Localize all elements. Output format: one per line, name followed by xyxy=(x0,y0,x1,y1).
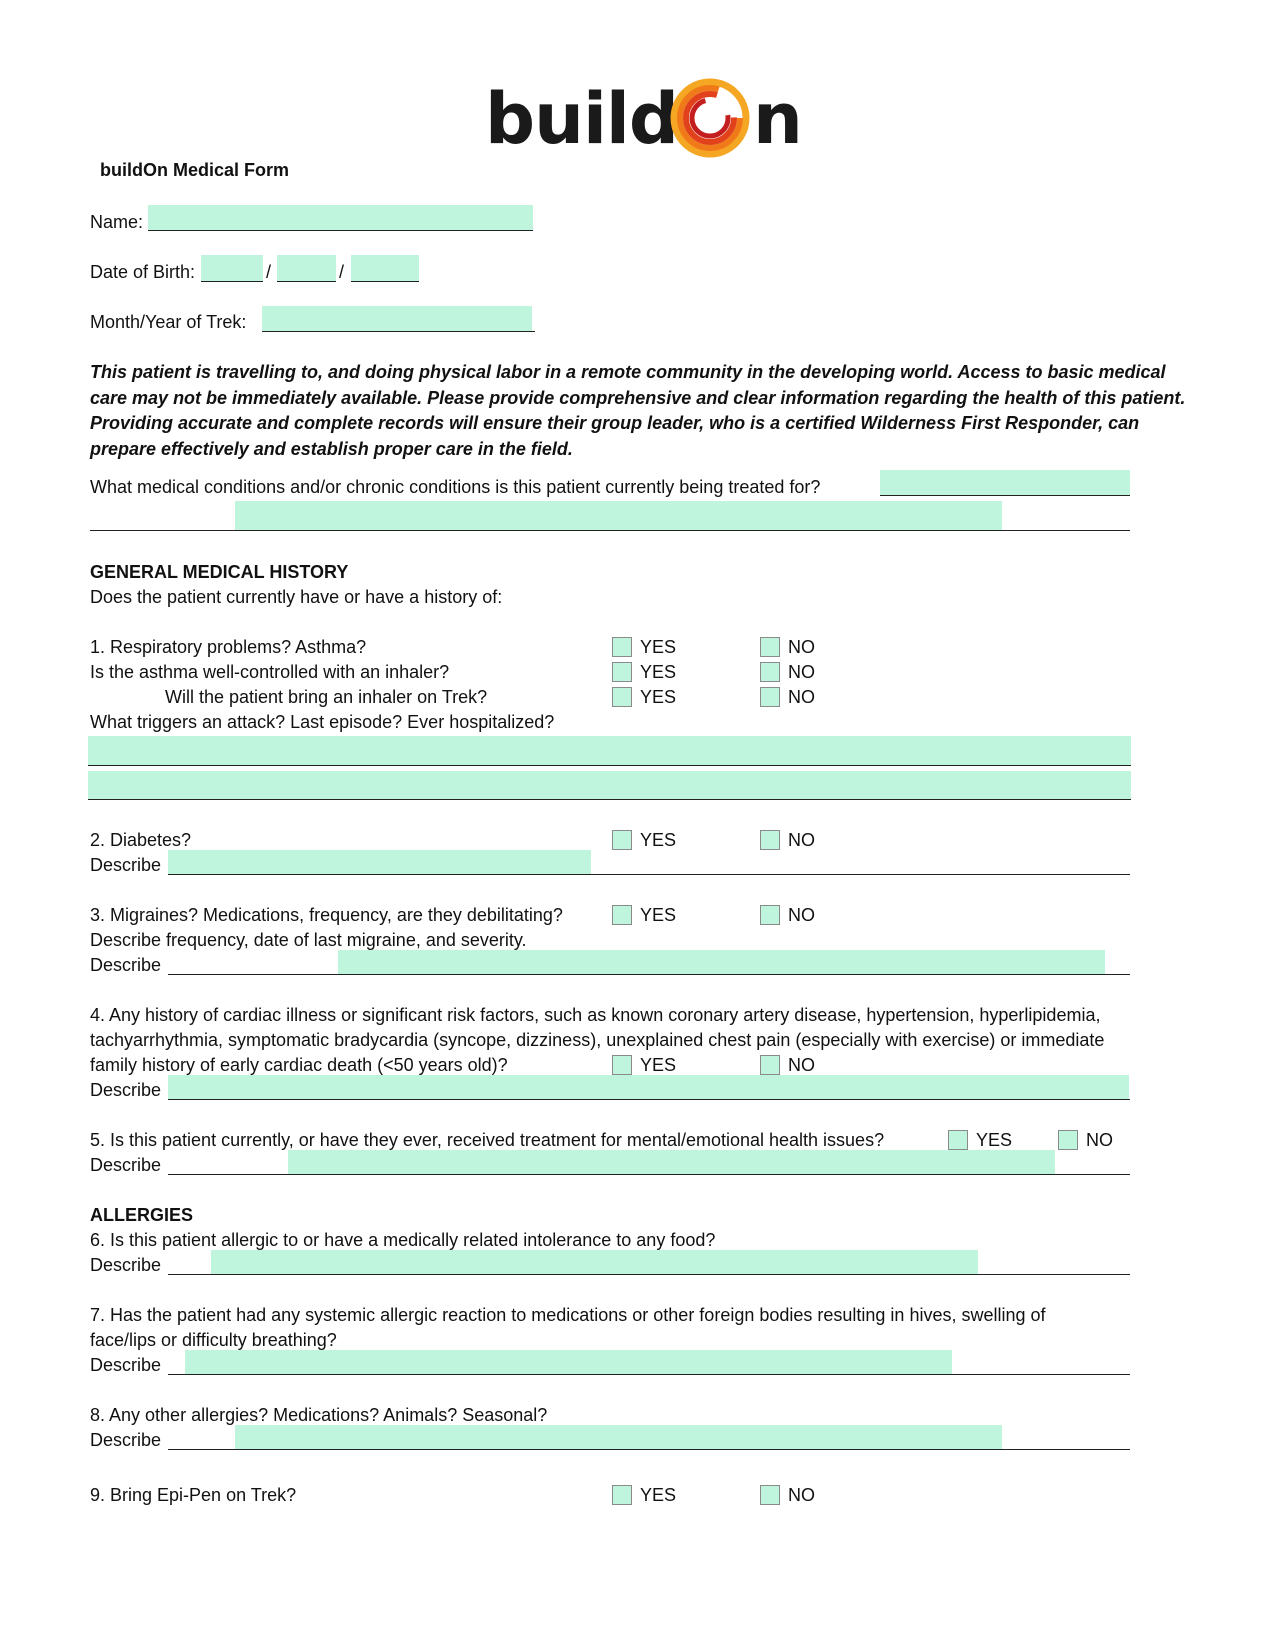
q5-no-label: NO xyxy=(1086,1130,1113,1150)
q4-cardiac-line3: family history of early cardiac death (<50 years old)? xyxy=(90,1055,508,1075)
q1b-yes-checkbox[interactable] xyxy=(612,662,632,682)
dob-year-underline xyxy=(351,281,419,282)
q5-yes-label: YES xyxy=(976,1130,1013,1150)
q8-describe-label: Describe xyxy=(90,1430,162,1450)
q1a-no-label: NO xyxy=(788,637,815,657)
dob-month-underline xyxy=(201,281,263,282)
q6-food-allergy: 6. Is this patient allergic to or have a medically related intolerance to any food? xyxy=(90,1230,716,1250)
q5-describe-label: Describe xyxy=(90,1155,162,1175)
q5-describe-input[interactable] xyxy=(288,1150,1055,1174)
q6-describe-underline xyxy=(168,1274,1130,1275)
dob-year-input[interactable] xyxy=(351,255,419,282)
dob-separator-2: / xyxy=(339,262,345,282)
q1-inhaler-control: Is the asthma well-controlled with an inhaler? xyxy=(90,662,450,682)
q7-describe-input[interactable] xyxy=(185,1350,952,1374)
conditions-question: What medical conditions and/or chronic conditions is this patient currently being treated for? xyxy=(90,477,821,497)
q7-describe-label: Describe xyxy=(90,1355,162,1375)
general-heading: GENERAL MEDICAL HISTORY xyxy=(90,562,349,582)
intro-paragraph: This patient is travelling to, and doing physical labor in a remote community in the developing world. Access to basic medical care may not be immediately available. Please provide comprehensive and clear information regarding the health of this patient. Providing accurate and complete records will ensure their group leader, who is a certified Wilderness First Responder, can prepare effectively and establish proper care in the field. xyxy=(90,362,1186,459)
logo-text-build: build xyxy=(485,78,679,160)
logo-text-n: n xyxy=(753,78,802,160)
q1c-no-checkbox[interactable] xyxy=(760,687,780,707)
q2-describe-input[interactable] xyxy=(168,850,591,874)
q3-migraines: 3. Migraines? Medications, frequency, are they debilitating? xyxy=(90,905,563,925)
q9-yes-label: YES xyxy=(640,1485,677,1505)
q1a-yes-label: YES xyxy=(640,637,677,657)
trek-label: Month/Year of Trek: xyxy=(90,312,247,332)
q3-no-label: NO xyxy=(788,905,815,925)
q4-yes-checkbox[interactable] xyxy=(612,1055,632,1075)
q1c-yes-checkbox[interactable] xyxy=(612,687,632,707)
q8-other-allergies: 8. Any other allergies? Medications? Animals? Seasonal? xyxy=(90,1405,548,1425)
q4-cardiac-line1: 4. Any history of cardiac illness or significant risk factors, such as known coronary artery disease, hypertension, hyperlipidemia, xyxy=(90,1005,1101,1025)
q1-triggers-underline-2 xyxy=(88,799,1131,800)
q7-describe-underline xyxy=(168,1374,1130,1375)
allergies-heading: ALLERGIES xyxy=(90,1205,194,1225)
q2-no-label: NO xyxy=(788,830,815,850)
q1a-no-checkbox[interactable] xyxy=(760,637,780,657)
q4-yes-label: YES xyxy=(640,1055,677,1075)
q9-no-checkbox[interactable] xyxy=(760,1485,780,1505)
q4-cardiac-line2: tachyarrhythmia, symptomatic bradycardia (syncope, dizziness), unexplained chest pain (especially with exercise) or immediate xyxy=(90,1030,1105,1050)
q4-describe-input[interactable] xyxy=(168,1075,1129,1099)
q3-describe-label: Describe xyxy=(90,955,162,975)
q4-describe-label: Describe xyxy=(90,1080,162,1100)
q2-yes-label: YES xyxy=(640,830,677,850)
q1-triggers: What triggers an attack? Last episode? Ever hospitalized? xyxy=(90,712,555,732)
q1c-no-label: NO xyxy=(788,687,815,707)
q6-describe-label: Describe xyxy=(90,1255,162,1275)
q1-triggers-underline-1 xyxy=(88,765,1131,766)
q1b-yes-label: YES xyxy=(640,662,677,682)
q5-describe-underline xyxy=(168,1174,1130,1175)
q2-no-checkbox[interactable] xyxy=(760,830,780,850)
trek-underline xyxy=(262,331,535,332)
q2-describe-underline xyxy=(168,874,1130,875)
form-title: buildOn Medical Form xyxy=(100,160,290,180)
q8-describe-underline xyxy=(168,1449,1130,1450)
q3-frequency-prompt: Describe frequency, date of last migraine, and severity. xyxy=(90,930,527,950)
q5-yes-checkbox[interactable] xyxy=(948,1130,968,1150)
conditions-input-2[interactable] xyxy=(235,501,1002,530)
q1-triggers-input-1[interactable] xyxy=(88,736,1131,765)
name-label: Name: xyxy=(90,212,144,232)
q7-systemic-reaction-line2: face/lips or difficulty breathing? xyxy=(90,1330,337,1350)
dob-label: Date of Birth: xyxy=(90,262,196,282)
q3-no-checkbox[interactable] xyxy=(760,905,780,925)
q9-epipen: 9. Bring Epi-Pen on Trek? xyxy=(90,1485,297,1505)
q8-describe-input[interactable] xyxy=(235,1425,1002,1449)
conditions-underline-2 xyxy=(90,530,1130,531)
dob-day-underline xyxy=(277,281,336,282)
dob-separator-1: / xyxy=(266,262,272,282)
q7-systemic-reaction-line1: 7. Has the patient had any systemic allergic reaction to medications or other foreign bodies resulting in hives, swelling of xyxy=(90,1305,1046,1325)
q3-yes-checkbox[interactable] xyxy=(612,905,632,925)
q3-describe-input[interactable] xyxy=(338,950,1105,974)
q1-triggers-input-2[interactable] xyxy=(88,771,1131,799)
q5-mental-health: 5. Is this patient currently, or have they ever, received treatment for mental/emotional health issues? xyxy=(90,1130,885,1150)
q1c-yes-label: YES xyxy=(640,687,677,707)
q2-diabetes: 2. Diabetes? xyxy=(90,830,192,850)
q3-describe-underline xyxy=(168,974,1130,975)
dob-day-input[interactable] xyxy=(277,255,336,282)
name-underline xyxy=(148,230,533,231)
q3-yes-label: YES xyxy=(640,905,677,925)
conditions-underline-1 xyxy=(880,495,1130,496)
q4-no-checkbox[interactable] xyxy=(760,1055,780,1075)
q9-yes-checkbox[interactable] xyxy=(612,1485,632,1505)
general-subheading: Does the patient currently have or have a history of: xyxy=(90,587,503,607)
q1-bring-inhaler: Will the patient bring an inhaler on Trek? xyxy=(165,687,488,707)
q5-no-checkbox[interactable] xyxy=(1058,1130,1078,1150)
q4-describe-underline xyxy=(168,1099,1130,1100)
trek-input[interactable] xyxy=(262,306,532,331)
conditions-input-1[interactable] xyxy=(880,470,1130,495)
q4-no-label: NO xyxy=(788,1055,815,1075)
q2-describe-label: Describe xyxy=(90,855,162,875)
name-input[interactable] xyxy=(148,205,533,230)
q1a-yes-checkbox[interactable] xyxy=(612,637,632,657)
q1-respiratory: 1. Respiratory problems? Asthma? xyxy=(90,637,367,657)
q1b-no-checkbox[interactable] xyxy=(760,662,780,682)
dob-month-input[interactable] xyxy=(201,255,263,282)
q6-describe-input[interactable] xyxy=(211,1250,978,1274)
q1b-no-label: NO xyxy=(788,662,815,682)
q9-no-label: NO xyxy=(788,1485,815,1505)
logo-ring-icon xyxy=(665,72,755,162)
buildon-logo xyxy=(485,72,802,162)
q2-yes-checkbox[interactable] xyxy=(612,830,632,850)
